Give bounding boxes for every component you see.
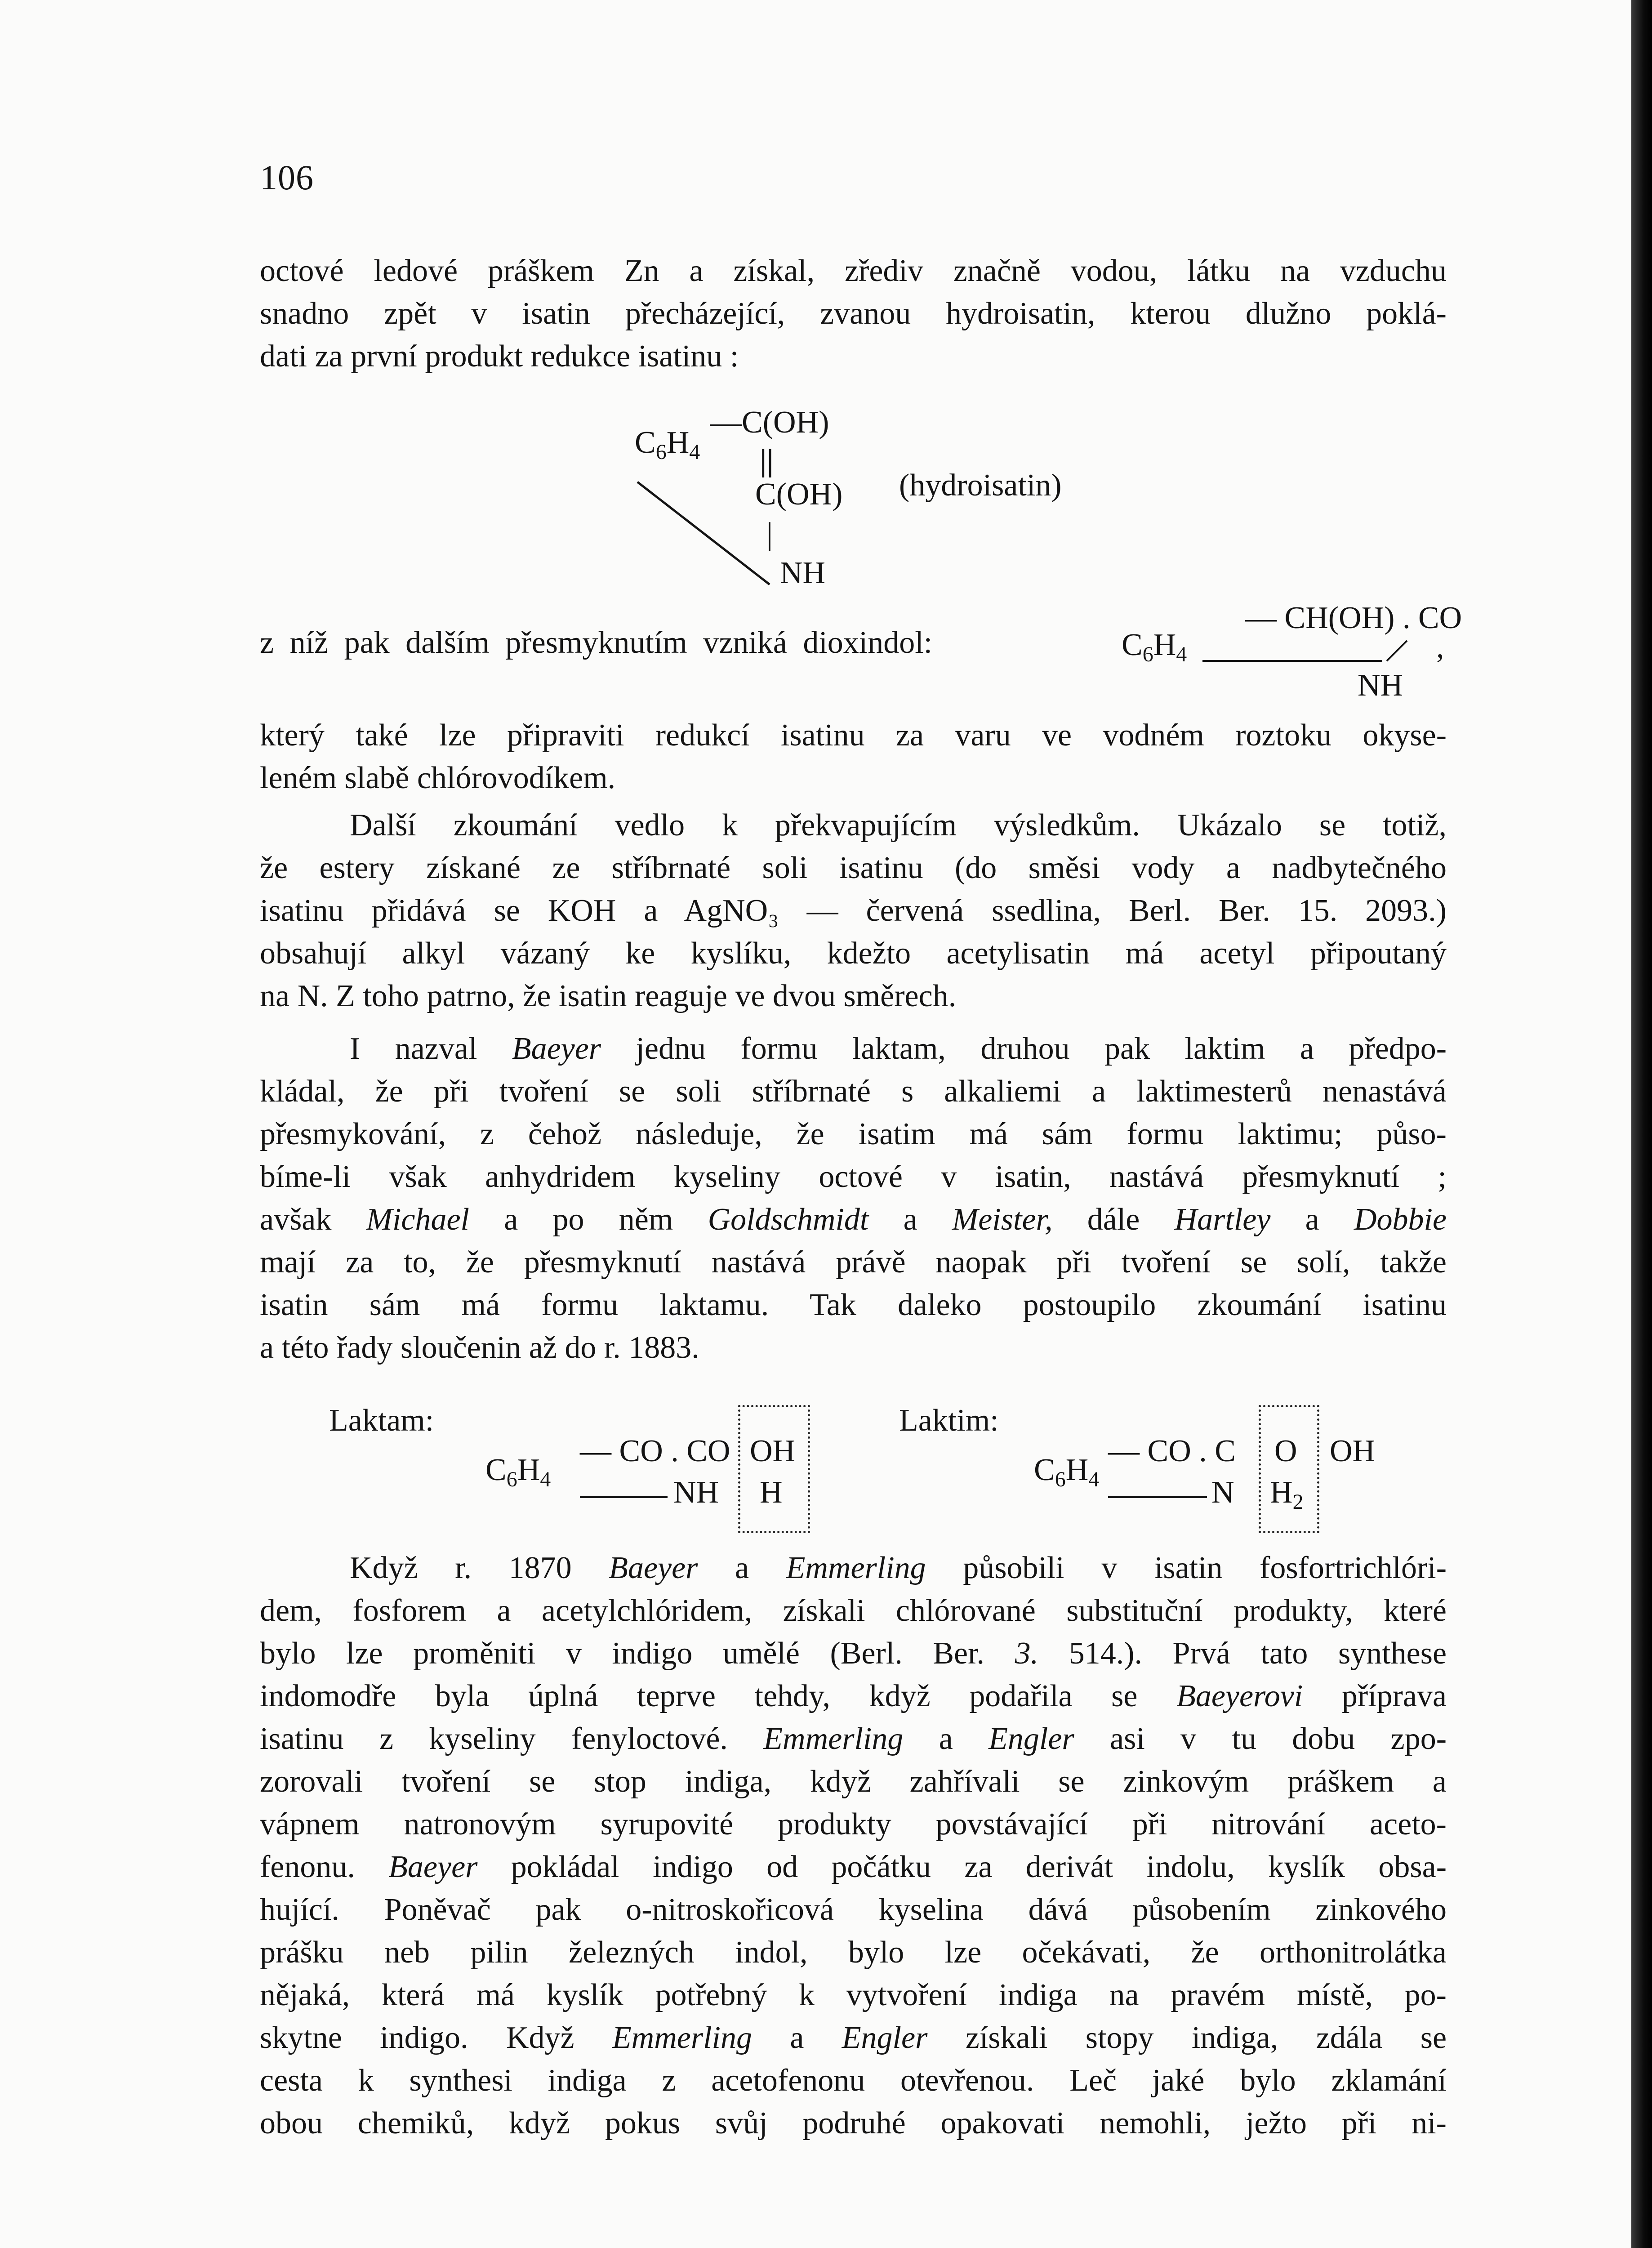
author-name: Engler [842, 2021, 928, 2055]
text-line: obsahují alkyl vázaný ke kyslíku, kdežto acetylisatin má acetyl připoutaný [260, 936, 1447, 971]
text-line: isatinu z kyseliny fenyloctové. Emmerling a Engler asi v tu dobu zpo- [260, 1722, 1447, 1756]
paragraph-5 [260, 1547, 1447, 2145]
top-group: —C(OH) [710, 405, 829, 440]
dioxindol-comma: , [1436, 630, 1444, 665]
c6h4-group: $C_6H_4$ [635, 425, 700, 464]
single-bond: | [766, 517, 773, 551]
laktam-top: — CO . CO [580, 1434, 730, 1468]
laktim-box-top: O [1274, 1434, 1297, 1468]
text-line: snadno zpět v isatin přecházející, zvanou hydroisatin, kterou dlužno poklá- [260, 296, 1447, 331]
author-name: Michael [366, 1202, 469, 1237]
text-line: isatinu přidává se KOH a AgNO₃ — červená ssedlina, Berl. Ber. 15. 2093.) [260, 893, 1447, 928]
laktim-label: Laktim: [899, 1403, 999, 1438]
laktim-bottom: N [1211, 1475, 1234, 1510]
text-line: kládal, že při tvoření se soli stříbrnaté s alkaliemi a laktimesterů nenastává [260, 1074, 1447, 1109]
text-line: na N. Z toho patrno, že isatin reaguje ve dvou směrech. [260, 979, 957, 1013]
laktam-box-top: OH [750, 1434, 796, 1468]
text-line: obou chemiků, když pokus svůj podruhé opakovati nemohli, ježto při ni- [260, 2106, 1447, 2141]
text-line: Další zkoumání vedlo k překvapujícím výsledkům. Ukázalo se totiž, [350, 808, 1447, 843]
author-name: Baeyer [388, 1850, 478, 1884]
text-line: bíme-li však anhydridem kyseliny octové v isatin, nastává přesmyknutí ; [260, 1160, 1447, 1194]
text-line: hující. Poněvač pak o-nitroskořicová kyselina dává působením zinkového [260, 1892, 1447, 1927]
laktam-box-bottom: H [760, 1475, 783, 1510]
bottom-group: NH [780, 556, 826, 590]
text-line: indomodře byla úplná teprve tehdy, když podařila se Baeyerovi příprava [260, 1679, 1447, 1713]
text-line: mají za to, že přesmyknutí nastává právě naopak při tvoření se solí, takže [260, 1245, 1447, 1280]
laktam-bottom: NH [673, 1475, 719, 1510]
author-name: Emmerling [763, 1722, 904, 1756]
dioxindol-top: — CH(OH) . CO [1245, 601, 1462, 635]
mid-group: C(OH) [755, 477, 843, 512]
author-name: Emmerling [612, 2021, 752, 2055]
laktam-c6h4: $C_6H_4$ [485, 1453, 551, 1491]
text-line: I nazval Baeyer jednu formu laktam, druhou pak laktim a předpo- [350, 1031, 1447, 1066]
text-line: nějaká, která má kyslík potřebný k vytvoření indiga na pravém místě, po- [260, 1978, 1447, 2012]
author-name: Meister, [952, 1202, 1053, 1237]
dioxindol-bottom: NH [1358, 668, 1403, 703]
laktim-oh: OH [1330, 1434, 1376, 1468]
text-line: prášku neb pilin železných indol, bylo lze očekávati, že orthonitrolátka [260, 1935, 1447, 1970]
author-name: Hartley [1174, 1202, 1271, 1237]
author-name: Baeyer [609, 1551, 698, 1585]
author-name: Dobbie [1354, 1202, 1447, 1237]
text-line: dati za první produkt redukce isatinu : [260, 339, 739, 374]
author-name: Baeyer [512, 1031, 601, 1066]
text-line: dem, fosforem a acetylchlóridem, získali chlórované substituční produkty, které [260, 1593, 1447, 1628]
text-line: fenonu. Baeyer pokládal indigo od počátku za derivát indolu, kyslík obsa- [260, 1850, 1447, 1884]
author-name: Baeyerovi [1176, 1679, 1303, 1713]
text-line: že estery získané ze stříbrnaté soli isatinu (do směsi vody a nadbytečného [260, 851, 1447, 885]
author-name: Goldschmidt [708, 1202, 869, 1237]
laktim-box-bottom: $H_2$ [1270, 1475, 1304, 1514]
text-line: bylo lze proměniti v indigo umělé (Berl. Ber. 3. 514.). Prvá tato synthese [260, 1636, 1447, 1671]
text-line: skytne indigo. Když Emmerling a Engler získali stopy indiga, zdála se [260, 2021, 1447, 2055]
laktim-c6h4: $C_6H_4$ [1034, 1453, 1100, 1491]
text-line: cesta k synthesi indiga z acetofenonu otevřenou. Leč jaké bylo zklamání [260, 2063, 1447, 2098]
text-line: a této řady sloučenin až do r. 1883. [260, 1330, 699, 1365]
text-line: který také lze připraviti redukcí isatinu za varu ve vodném roztoku okyse- [260, 718, 1447, 753]
text-line: přesmykování, z čehož následuje, že isatim má sám formu laktimu; půso- [260, 1117, 1447, 1151]
text-line: leném slabě chlórovodíkem. [260, 761, 616, 795]
dioxindol-c6h4: $C_6H_4$ [1122, 628, 1187, 666]
text-line: zorovali tvoření se stop indiga, když zahřívali se zinkovým práškem a [260, 1764, 1447, 1799]
laktim-top: — CO . C [1108, 1434, 1236, 1468]
author-name: Engler [989, 1722, 1074, 1756]
text-line: avšak Michael a po něm Goldschmidt a Meister, dále Hartley a Dobbie [260, 1202, 1447, 1237]
page-number: 106 [260, 158, 314, 197]
text-line: isatin sám má formu laktamu. Tak daleko postoupilo zkoumání isatinu [260, 1288, 1447, 1322]
text-line: vápnem natronovým syrupovité produkty povstávající při nitrování aceto- [260, 1807, 1447, 1842]
hydroisatin-label: (hydroisatin) [899, 468, 1062, 503]
text-line: octové ledové práškem Zn a získal, zřediv značně vodou, látku na vzduchu [260, 254, 1447, 288]
laktam-label: Laktam: [329, 1403, 434, 1438]
double-bond: || [760, 443, 774, 478]
dioxindol-text: z níž pak dalším přesmyknutím vzniká dioxindol: [260, 625, 933, 660]
text-line: Když r. 1870 Baeyer a Emmerling působili v isatin fosfortrichlóri- [350, 1551, 1447, 1585]
author-name: Emmerling [786, 1551, 926, 1585]
